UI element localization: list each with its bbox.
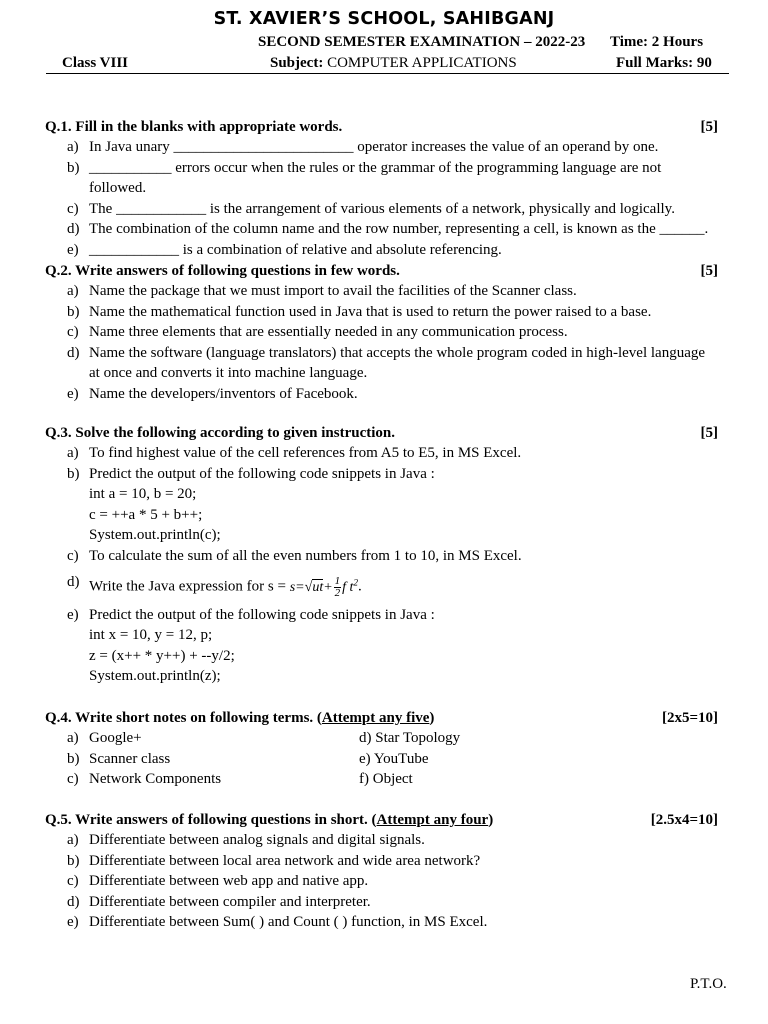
subject-value: COMPUTER APPLICATIONS [327,55,517,71]
school-name: ST. XAVIER’S SCHOOL, SAHIBGANJ [213,9,555,29]
question-4 [45,708,718,790]
question-2-title: Q.2. Write answers of following questions in few words. [45,263,400,279]
item-text: Differentiate between local area network and wide area network? [89,852,481,869]
question-3 [45,423,718,687]
code-line: int x = 10, y = 12, p; [89,627,213,644]
list-item [45,158,718,199]
item-letter: d) [67,893,80,910]
code-line: System.out.println(c); [89,527,221,543]
item-text: f) Object [359,771,413,787]
item-text: Differentiate between analog signals and digital signals. [89,832,425,848]
list-item [45,912,718,933]
item-text: Predict the output of the following code snippets in Java : [89,465,435,482]
question-4-heading [45,708,718,728]
full-marks: Full Marks: 90 [616,55,712,71]
question-3-title: Q.3. Solve the following according to given instruction. [45,425,395,441]
list-row [45,728,718,749]
item-text: ___________ errors occur when the rules or the grammar of the programming language are not followed. [89,159,662,196]
item-letter: a) [67,832,79,848]
item-text: d) Star Topology [359,730,461,746]
question-1-marks: [5] [700,119,718,135]
question-2-heading [45,261,718,281]
item-text: Scanner class [89,750,171,767]
item-letter: b) [67,159,80,176]
item-letter: e) [67,914,79,930]
exam-title: SECOND SEMESTER EXAMINATION – 2022-23 [258,34,586,50]
list-item [45,302,718,323]
question-2-marks: [5] [700,263,718,279]
list-row [45,769,718,790]
formula-root: ut [312,579,324,595]
list-item [45,546,718,567]
item-text: Differentiate between Sum( ) and Count ( ) function, in MS Excel. [89,914,488,930]
list-item [45,443,718,464]
list-item [45,384,718,405]
formula-plus: + [323,579,333,595]
sqrt-sign: √ [304,579,313,595]
title-emphasis: Attempt any five [321,710,430,726]
question-1-heading [45,117,718,137]
list-item [45,343,718,384]
question-1-title: Q.1. Fill in the blanks with appropriate words. [45,119,343,135]
header-divider [46,73,729,74]
item-letter: a) [67,730,79,746]
title-part: Q.5. Write answers of following questions in short. ( [45,812,377,828]
subject-label: Subject: [270,55,324,71]
question-2 [45,261,718,404]
class-label: Class VIII [62,55,128,71]
item-text: Google+ [89,730,142,746]
item-letter: a) [67,283,79,299]
fraction-denominator: 2 [334,586,341,599]
item-letter: d) [67,221,80,237]
item-letter: e) [67,606,79,623]
subject-line [270,55,517,72]
list-item [45,851,718,872]
question-3-heading [45,423,718,443]
item-letter: e) [67,385,79,402]
code-line: z = (x++ * y++) + --y/2; [89,647,235,664]
page-turn-note: P.T.O. [690,976,727,992]
question-5-heading [45,810,718,830]
item-letter: c) [67,873,79,889]
code-line: int a = 10, b = 20; [89,486,197,502]
item-text: To find highest value of the cell references from A5 to E5, in MS Excel. [89,445,522,461]
item-letter: c) [67,771,79,787]
list-item [45,871,718,892]
item-text: To calculate the sum of all the even numbers from 1 to 10, in MS Excel. [89,547,522,564]
code-line: System.out.println(z); [89,668,221,685]
list-item [45,464,718,546]
item-text: Differentiate between compiler and interpreter. [89,893,371,910]
formula-end: . [357,578,362,595]
item-letter: a) [67,139,79,155]
question-4-title [45,710,434,726]
item-text: Name the mathematical function used in Java that is used to return the power raised to a base. [89,303,652,320]
formula [289,574,358,599]
formula-fraction [334,576,342,599]
question-5-title [45,812,493,828]
item-letter: b) [67,750,80,767]
question-3-marks: [5] [700,425,718,441]
item-text: Name three elements that are essentially needed in any communication process. [89,324,568,340]
item-text: e) YouTube [359,750,429,767]
item-letter: d) [67,574,80,590]
list-item [45,322,718,343]
list-item [45,137,718,158]
fraction-numerator: 1 [334,574,341,587]
item-letter: c) [67,324,79,340]
formula-lhs: s= [289,579,305,595]
title-emphasis: Attempt any four [376,812,489,828]
item-text: Differentiate between web app and native app. [89,873,369,889]
item-letter: b) [67,303,80,320]
list-row [45,749,718,770]
list-item [45,892,718,913]
list-item [45,605,718,687]
item-letter: d) [67,344,80,361]
list-item [45,199,718,220]
item-letter: c) [67,547,79,564]
item-letter: b) [67,852,80,869]
question-5-marks: [2.5x4=10] [650,812,718,828]
code-line: c = ++a * 5 + b++; [89,506,203,523]
list-item [45,830,718,851]
item-text: Name the package that we must import to avail the facilities of the Scanner class. [89,283,577,299]
item-text: ____________ is a combination of relative and absolute referencing. [89,241,502,258]
item-letter: b) [67,465,80,482]
title-part: ) [488,812,494,828]
item-text: Predict the output of the following code snippets in Java : [89,606,435,623]
formula-tail: f t [342,579,354,595]
item-text: In Java unary ________________________ operator increases the value of an operand by one. [89,139,659,155]
list-item [45,281,718,302]
formula-exponent: 2 [353,577,358,587]
list-item [45,219,718,240]
question-1 [45,117,718,260]
item-letter: a) [67,445,79,461]
item-text: The ____________ is the arrangement of various elements of a network, physically and logically. [89,200,675,217]
item-text: Write the Java expression for s = [89,578,290,595]
item-text: Name the software (language translators) that accepts the whole program coded in high-level language at once and converts it into machine language. [89,344,706,381]
question-4-marks: [2x5=10] [661,710,718,726]
item-text: Name the developers/inventors of Facebook. [89,385,358,402]
exam-time: Time: 2 Hours [610,34,704,50]
list-item [45,566,718,605]
item-letter: e) [67,241,79,258]
item-text: The combination of the column name and the row number, representing a cell, is known as the ______. [89,221,709,237]
item-letter: c) [67,200,79,217]
question-5 [45,810,718,933]
list-item [45,240,718,261]
title-part: Q.4. Write short notes on following terms. ( [45,710,322,726]
title-part: ) [429,710,435,726]
item-text: Network Components [89,771,222,787]
